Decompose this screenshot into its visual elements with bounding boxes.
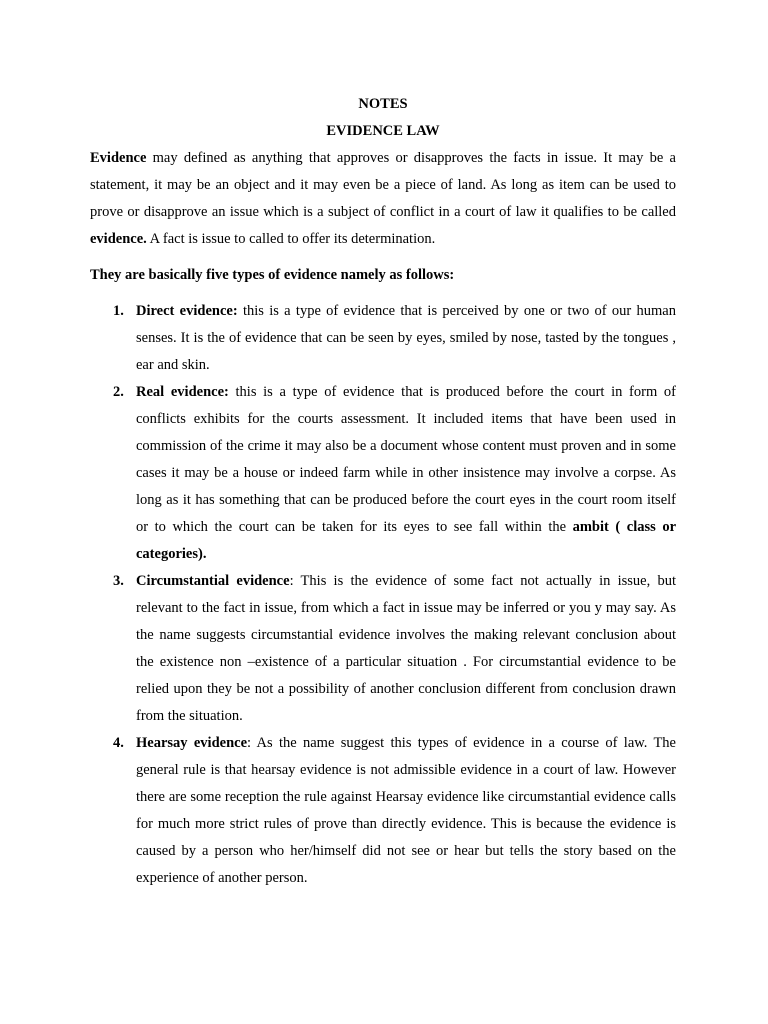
list-item-term: Hearsay evidence	[136, 735, 248, 751]
intro-lead-term: Evidence	[90, 150, 147, 166]
list-item-number: 2.	[113, 384, 124, 400]
list-item-term: Real evidence:	[136, 384, 229, 400]
document-page	[90, 91, 676, 892]
intro-bold-term: evidence.	[90, 231, 147, 247]
intro-text-2: A fact is issue to called to offer its determination.	[146, 231, 436, 247]
list-item	[90, 379, 676, 568]
document-title: NOTES	[358, 96, 408, 112]
list-item-number: 1.	[113, 303, 124, 319]
list-item-number: 3.	[113, 573, 124, 589]
document-subtitle: EVIDENCE LAW	[326, 123, 440, 139]
list-item-text: this is a type of evidence that is produced before the court in form of conflicts exhibits for the courts assessment. It included items that have been used in commission of the crime it may also be a document whose content must proven and in some cases it may be a house or indeed farm while in other insistence may involve a corpse. As long as it has something that can be produced before the court eyes in the court room itself or to which the court can be taken for its eyes to see fall within the	[136, 384, 676, 535]
list-item-text: : As the name suggest this types of evidence in a course of law. The general rule is that hearsay evidence is not admissible evidence in a court of law. However there are some reception the rule against Hearsay evidence like circumstantial evidence calls for much more strict rules of prove than directly evidence. This is because the evidence is caused by a person who her/himself did not see or hear but tells the story based on the experience of another person.	[136, 735, 676, 886]
evidence-types-list	[90, 298, 676, 892]
list-item-trailing-bold: ambit ( class or categories).	[136, 519, 677, 562]
list-item-term: Direct evidence:	[136, 303, 238, 319]
list-item-text: : This is the evidence of some fact not actually in issue, but relevant to the fact in issue, from which a fact in issue may be inferred or you y may say. As the name suggests circumstantial evidence involves the making relevant conclusion about the existence non –existence of a particular situation . For circumstantial evidence to be relied upon they be not a possibility of another conclusion different from conclusion drawn from the situation.	[136, 573, 676, 724]
intro-text-1: may defined as anything that approves or disapproves the facts in issue. It may be a statement, it may be an object and it may even be a piece of land. As long as item can be used to prove or disapprove an issue which is a subject of conflict in a court of law it qualifies to be called	[90, 150, 676, 220]
intro-paragraph	[90, 145, 676, 253]
list-item	[90, 298, 676, 379]
types-heading: They are basically five types of evidence namely as follows:	[90, 267, 455, 283]
list-item	[90, 568, 676, 730]
list-item-term: Circumstantial evidence	[136, 573, 290, 589]
list-item-text: this is a type of evidence that is perceived by one or two of our human senses. It is the of evidence that can be seen by eyes, smiled by nose, tasted by the tongues , ear and skin.	[136, 303, 676, 373]
list-item	[90, 730, 676, 892]
list-item-number: 4.	[113, 735, 124, 751]
